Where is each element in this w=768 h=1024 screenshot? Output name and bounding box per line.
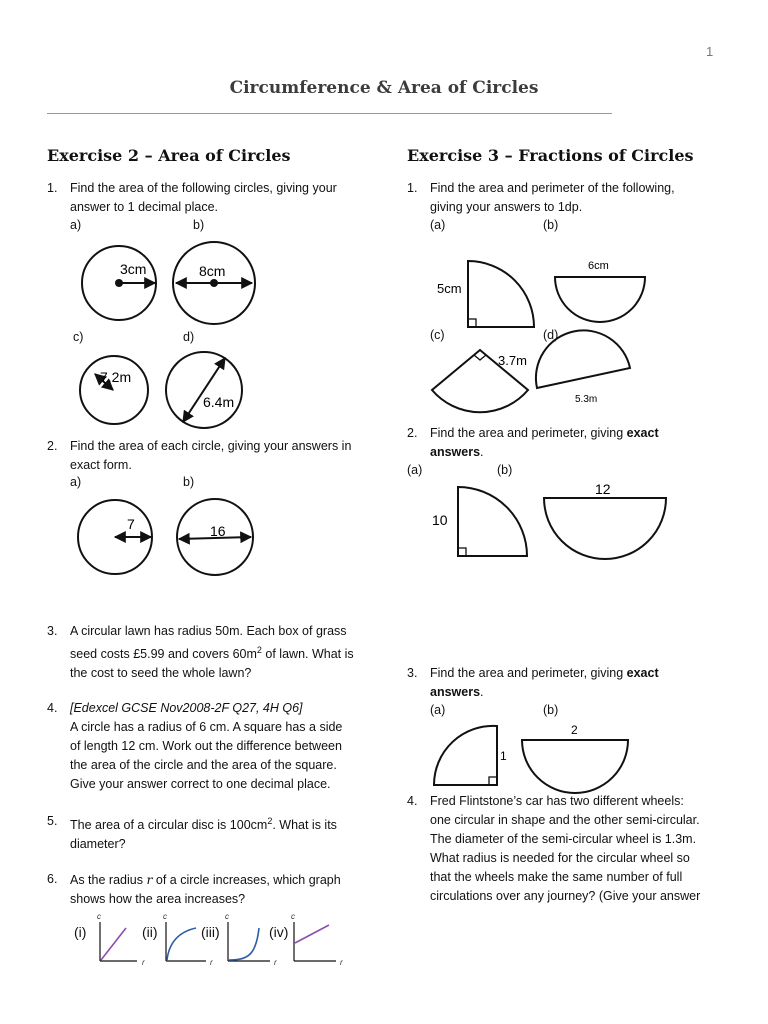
dimension-label: 5cm xyxy=(437,281,462,296)
semicircle-3b xyxy=(522,723,628,793)
page-number: 1 xyxy=(706,44,714,59)
semicircle-2b xyxy=(544,481,666,559)
graph-label: (ii) xyxy=(142,924,158,940)
part-label-a: (a) xyxy=(430,218,446,232)
dimension-label: 3.7m xyxy=(498,353,527,368)
exercise-2-heading: Exercise 2 – Area of Circles xyxy=(47,146,291,165)
question-text: Find the area and perimeter of the following, xyxy=(430,181,675,195)
question-text: A circle has a radius of 6 cm. A square has a side xyxy=(70,720,343,734)
question-text: one circular in shape and the other semi-circular. xyxy=(430,813,700,827)
question-number: 5. xyxy=(47,814,58,828)
dimension-label: 7.2m xyxy=(100,369,132,385)
axis-label: c xyxy=(97,912,101,921)
part-label-a: a) xyxy=(70,475,82,489)
question-number: 4. xyxy=(47,701,58,715)
question-text: that the wheels make the same number of full xyxy=(430,870,683,884)
dimension-label: 2 xyxy=(571,723,578,737)
question-number: 1. xyxy=(47,181,58,195)
question-number: 3. xyxy=(47,624,58,638)
question-text: the area of the circle and the area of the square. xyxy=(70,758,337,772)
question-text: answers. xyxy=(430,685,484,699)
dimension-label: 16 xyxy=(210,523,226,539)
dimension-label: 8cm xyxy=(199,263,226,279)
part-label-a: a) xyxy=(70,218,82,232)
dimension-label: 10 xyxy=(432,512,448,528)
part-label-c: (c) xyxy=(430,328,445,342)
question-text: shows how the area increases? xyxy=(70,892,246,906)
question-text: circulations over any journey? (Give your answer xyxy=(430,889,701,903)
question-text: diameter? xyxy=(70,837,126,852)
question-text: seed costs £5.99 and covers $60m^2$ of lawn. What is xyxy=(70,645,354,662)
question-text: The diameter of the semi-circular wheel is 1.3m. xyxy=(430,832,697,846)
question-text: giving your answers to 1dp. xyxy=(430,200,583,214)
quarter-circle-1a xyxy=(437,261,534,327)
semicircle-1b xyxy=(555,260,645,322)
axis-label: c xyxy=(291,912,295,921)
quarter-circle-2a xyxy=(432,487,527,556)
dimension-label: 1 xyxy=(500,749,507,763)
part-label-d: d) xyxy=(183,330,195,344)
question-number: 2. xyxy=(407,426,418,440)
question-number: 6. xyxy=(47,872,58,886)
question-text: Give your answer correct to one decimal place. xyxy=(70,777,331,791)
part-label-b: b) xyxy=(183,475,195,489)
question-number: 3. xyxy=(407,666,418,680)
dimension-label: 6cm xyxy=(588,260,609,272)
graph-label: (i) xyxy=(74,924,87,940)
question-text: the cost to seed the whole lawn? xyxy=(70,666,252,681)
dimension-label: 12 xyxy=(595,481,611,497)
dimension-label: 3cm xyxy=(120,261,147,277)
part-label-b: (b) xyxy=(497,463,513,477)
question-text: A circular lawn has radius 50m. Each box of grass xyxy=(70,624,347,638)
question-text: Find the area of each circle, giving your answers in xyxy=(70,439,352,453)
axis-label: r xyxy=(274,958,277,967)
graph-label: (iv) xyxy=(269,924,289,940)
question-text: As the radius r of a circle increases, which graph xyxy=(70,872,341,887)
axis-label: c xyxy=(225,912,229,921)
question-text: answers. xyxy=(430,445,484,459)
part-label-d: (d) xyxy=(543,328,559,342)
question-source: [Edexcel GCSE Nov2008-2F Q27, 4H Q6] xyxy=(70,701,303,715)
part-label-b: (b) xyxy=(543,703,559,717)
question-text: Find the area of the following circles, giving your xyxy=(70,181,337,195)
graph-label: (iii) xyxy=(201,924,220,940)
question-text: of length 12 cm. Work out the difference between xyxy=(70,739,342,753)
dimension-label: 6.4m xyxy=(203,394,235,410)
exercise-3-heading: Exercise 3 – Fractions of Circles xyxy=(407,146,694,165)
axis-label: r xyxy=(142,958,145,967)
question-text: Fred Flintstone’s car has two different wheels: xyxy=(430,794,684,808)
question-number: 1. xyxy=(407,181,418,195)
part-label-a: (a) xyxy=(430,703,446,717)
question-text: exact form. xyxy=(70,458,132,472)
question-number: 4. xyxy=(407,794,418,808)
quarter-circle-3a xyxy=(434,726,507,785)
dimension-label: 5.3m xyxy=(575,394,598,405)
question-text: The area of a circular disc is $100cm^2$. What is its xyxy=(70,816,337,833)
question-text: answer to 1 decimal place. xyxy=(70,200,218,214)
part-label-b: b) xyxy=(193,218,205,232)
question-text: Find the area and perimeter, giving exact xyxy=(430,426,659,440)
sector-1c xyxy=(432,350,528,412)
dimension-label: 7 xyxy=(127,516,135,532)
question-text: Find the area and perimeter, giving exact xyxy=(430,666,659,680)
semicircle-1d xyxy=(536,330,630,405)
axis-label: r xyxy=(210,958,213,967)
part-label-c: c) xyxy=(73,330,84,344)
part-label-b: (b) xyxy=(543,218,559,232)
question-number: 2. xyxy=(47,439,58,453)
axis-label: c xyxy=(163,912,167,921)
page-title: Circumference & Area of Circles xyxy=(229,78,539,98)
question-text: What radius is needed for the circular wheel so xyxy=(430,851,690,865)
axis-label: r xyxy=(340,958,343,967)
part-label-a: (a) xyxy=(407,463,423,477)
